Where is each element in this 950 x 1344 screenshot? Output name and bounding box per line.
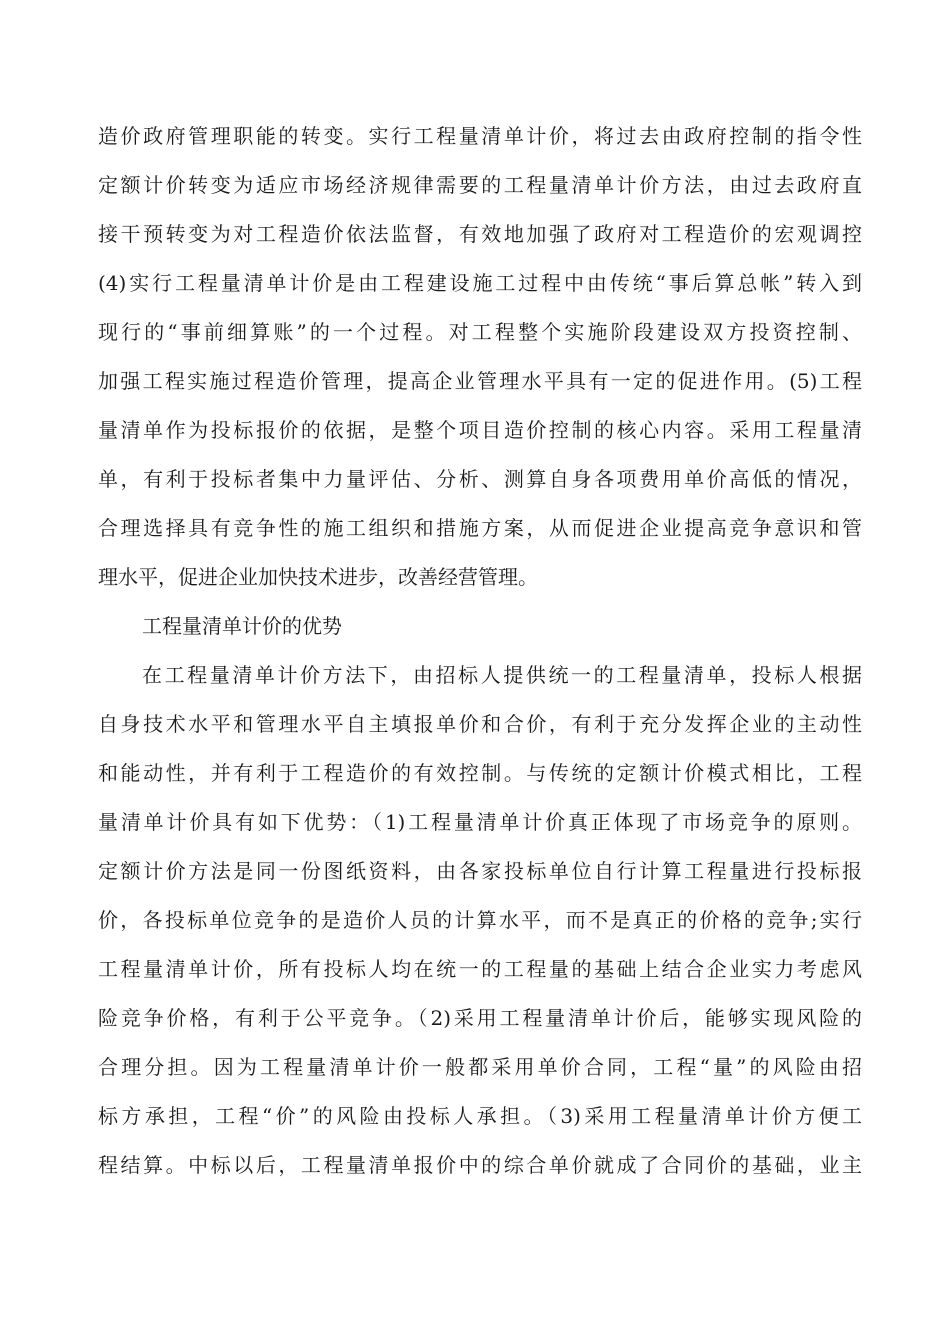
text-line: 标方承担，工程“价”的风险由投标人承担。（3)采用工程量清单计价方便工 [98,1104,862,1128]
text-line: 理水平，促进企业加快技术进步，改善经营管理。 [98,565,538,589]
text-line: 在工程量清单计价方法下，由招标人提供统一的工程量清单，投标人根据 [142,663,862,687]
text-line: 量清单作为投标报价的依据，是整个项目造价控制的核心内容。采用工程量清 [98,418,862,442]
text-line: 定额计价转变为适应市场经济规律需要的工程量清单计价方法，由过去政府直 [98,173,862,197]
text-line: 接干预转变为对工程造价依法监督，有效地加强了政府对工程造价的宏观调控 [98,222,862,246]
text-line: 造价政府管理职能的转变。实行工程量清单计价，将过去由政府控制的指令性 [98,124,862,148]
text-line: 合理分担。因为工程量清单计价一般都采用单价合同，工程“量”的风险由招 [98,1055,862,1079]
section-heading: 工程量清单计价的优势 [142,614,342,638]
text-line: 自身技术水平和管理水平自主填报单价和合价，有利于充分发挥企业的主动性 [98,712,862,736]
body-text [98,118,862,1196]
text-line: 单，有利于投标者集中力量评估、分析、测算自身各项费用单价高低的情况， [98,467,862,491]
text-line: 现行的“事前细算账”的一个过程。对工程整个实施阶段建设双方投资控制、 [98,320,862,344]
text-line: 和能动性，并有利于工程造价的有效控制。与传统的定额计价模式相比，工程 [98,761,862,785]
text-line: (4)实行工程量清单计价是由工程建设施工过程中由传统“事后算总帐”转入到 [98,271,862,295]
text-line: 价，各投标单位竞争的是造价人员的计算水平，而不是真正的价格的竞争;实行 [98,908,862,932]
text-line: 程结算。中标以后，工程量清单报价中的综合单价就成了合同价的基础，业主 [98,1153,862,1177]
text-line: 险竞争价格，有利于公平竞争。（2)采用工程量清单计价后，能够实现风险的 [98,1006,862,1030]
text-line: 定额计价方法是同一份图纸资料，由各家投标单位自行计算工程量进行投标报 [98,859,862,883]
text-line: 合理选择具有竞争性的施工组织和措施方案，从而促进企业提高竞争意识和管 [98,516,862,540]
text-line: 加强工程实施过程造价管理，提高企业管理水平具有一定的促进作用。(5)工程 [98,369,862,393]
text-line: 量清单计价具有如下优势：（1)工程量清单计价真正体现了市场竞争的原则。 [98,810,862,834]
text-line: 工程量清单计价，所有投标人均在统一的工程量的基础上结合企业实力考虑风 [98,957,862,981]
